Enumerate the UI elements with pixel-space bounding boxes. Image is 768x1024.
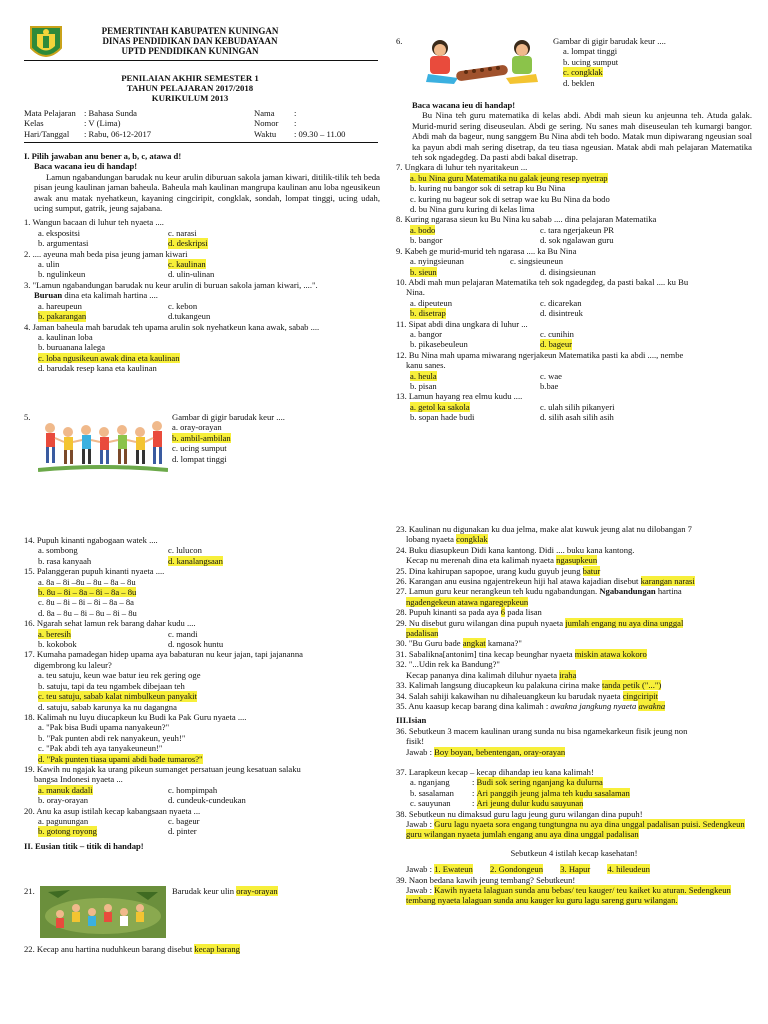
q28-text: 28. Pupuh kinanti sa pada aya bbox=[396, 607, 501, 618]
q38-jawab: Jawab : bbox=[406, 818, 435, 829]
q23-text: 23. Kaulinan nu digunakan ku dua jelma, make alat kuwuk jeung alat nu dilobangan 7 bbox=[396, 524, 692, 534]
q37-b-word: b. sasalaman bbox=[410, 787, 454, 798]
q4-opt-b: b. buruanana lalega bbox=[38, 342, 106, 353]
q37-a-word: a. nganjang bbox=[410, 777, 450, 788]
q38-answer: Guru lagu nyaeta sora engang tungtungna nu aya dina unggal padalisan puisi. Sedengkeun guru wilangan nyaeta jumlah engang anu aya dina unggal padalisan bbox=[406, 818, 745, 840]
q4-opt-d: d. barudak resep kana eta kaulinan bbox=[38, 363, 157, 374]
q30-text-2: kamana?" bbox=[485, 638, 522, 649]
q23-text-2: lobang nyaeta bbox=[406, 534, 457, 545]
info-kelas-value: : V (Lima) bbox=[84, 118, 121, 129]
exam-title: PENILAIAN AKHIR SEMESTER 1 bbox=[121, 73, 259, 83]
q33-answer: tanda petik ("...") bbox=[601, 680, 662, 691]
q6-number: 6. bbox=[396, 36, 403, 46]
q36-answer: Boy boyan, bebentengan, oray-orayan bbox=[434, 746, 566, 757]
q37-b-answer: Ari panggih jeung jalma teh kudu sasalaman bbox=[476, 787, 630, 798]
q6-opt-c: c. congklak bbox=[563, 67, 603, 78]
q9-opt-d: d. disingsieunan bbox=[540, 266, 596, 277]
q4-opt-c: c. loba ngusikeun awak dina eta kaulinan bbox=[38, 352, 180, 363]
q17-opt-d: d. satuju, sabab karunya ka nu dagangna bbox=[38, 701, 177, 712]
header-rule bbox=[24, 60, 378, 61]
q24-text-2: Kecap nu merenah dina eta kalimah nyaeta bbox=[406, 555, 557, 566]
q10-opt-b: b. disetrap bbox=[410, 308, 446, 319]
q16-opt-b: b. kokobok bbox=[38, 639, 77, 650]
q5-opt-a: a. oray-orayan bbox=[172, 422, 222, 433]
q3-text: 3. "Lamun ngabandungan barudak nu keur arulin di buruan sakola jaman kiwari, ....". bbox=[24, 279, 318, 290]
q38b-jawab: Jawab : bbox=[406, 864, 435, 875]
q1-opt-d: d. deskripsi bbox=[168, 238, 208, 249]
q25-text: 25. Dina kahirupan sapopoe, urang kudu guyub jeung bbox=[396, 565, 583, 576]
q18-opt-b: b. "Pak punten abdi rek nanyakeun, yeuh!" bbox=[38, 732, 186, 743]
q17-text-2: digembrong ku laleur? bbox=[34, 659, 112, 670]
info-kelas-label: Kelas bbox=[24, 118, 44, 129]
q15-opt-c: c. 8u – 8i – 8i – 8i – 8a – 8a bbox=[38, 597, 134, 608]
q13-opt-b: b. sopan hade budi bbox=[410, 412, 475, 423]
q37-c-answer: Ari jeung dulur kudu sauyunan bbox=[476, 798, 584, 809]
q31-text: 31. Sabalikna[antonim] tina kecap beunghar nyaeta bbox=[396, 648, 575, 659]
q15-text: 15. Palanggeran pupuh kinanti nyaeta .... bbox=[24, 566, 165, 577]
q7-opt-c: c. kuring nu bageur sok di setrap wae ku Bu Nina da bodo bbox=[410, 193, 610, 204]
q8-text: 8. Kuring ngarasa sieun ku Bu Nina ku sabab .... dina pelajaran Matematika bbox=[396, 214, 657, 225]
q35-text-italic: awakna jangkung nyaeta bbox=[550, 700, 639, 711]
info-waktu-value: : 09.30 – 11.00 bbox=[294, 128, 346, 139]
q21-picture bbox=[40, 886, 166, 938]
q6-opt-d: d. beklen bbox=[563, 77, 595, 88]
section-2-title: II. Eusian titik – titik di handap! bbox=[24, 840, 144, 851]
q36-text: 36. Sebutkeun 3 macem kaulinan urang sunda nu bisa ngamekarkeun fisik jeung non bbox=[396, 725, 688, 736]
q21-number: 21. bbox=[24, 886, 35, 896]
q7-opt-d: d. bu Nina guru kuring di kelas lima bbox=[410, 204, 535, 215]
q38b-answer-3: 3. Hapur bbox=[560, 864, 591, 875]
q8-opt-b: b. bangor bbox=[410, 235, 443, 246]
baca-wacana-1: Baca wacana ieu di handap! bbox=[34, 161, 138, 172]
q11-opt-b: b. pikasebeuleun bbox=[410, 339, 468, 350]
q26-answer: karangan narasi bbox=[640, 576, 695, 587]
q12-opt-c: c. wae bbox=[540, 370, 562, 381]
header-line1: PEMERTINTAH KABUPATEN KUNINGAN bbox=[101, 26, 279, 36]
q5-opt-c: c. ucing sumput bbox=[172, 443, 227, 454]
q29-text: 29. Nu disebut guru wilangan dina pupuh nyaeta bbox=[396, 617, 566, 628]
q3-opt-b: b. pakarangan bbox=[38, 311, 87, 322]
info-mapel-value: : Bahasa Sunda bbox=[84, 108, 137, 118]
q18-opt-a: a. "Pak bisa Budi upama nanyakeun?" bbox=[38, 722, 170, 733]
q22-answer: kecap barang bbox=[194, 944, 240, 954]
q10-text: 10. Abdi mah mun pelajaran Matematika teh sok ngadegdeg, da pasti bakal .... ku Bu bbox=[396, 276, 689, 287]
q19-opt-a: a. manuk dadali bbox=[38, 784, 93, 795]
q11-opt-c: c. cunihin bbox=[540, 328, 574, 339]
q13-opt-c: c. ulah silih pikanyeri bbox=[540, 401, 615, 412]
q24-text: 24. Buku diasupkeun Didi kana kantong. Didi .... buku kana kantong. bbox=[396, 544, 635, 555]
q17-opt-b: b. satuju, tapi da teu ngambek dibejaan teh bbox=[38, 680, 185, 691]
q39-answer: Kawih nyaeta lalaguan sunda anu bebas/ teu kauger/ teu kaiket ku aturan. Sedengkeun tembang nyaeta lalaguan sunda anu kauger ku guru lagu sareng guru wilangan. bbox=[406, 885, 731, 906]
q31-answer: miskin atawa kokoro bbox=[574, 648, 647, 659]
q36-text-2: fisik! bbox=[406, 736, 425, 747]
header-line3: UPTD PENDIDIKAN KUNINGAN bbox=[121, 46, 259, 56]
q19-text: 19. Kawih nu ngajak ka urang pikeun sumanget persatuan jeung kesatuan salaku bbox=[24, 763, 301, 774]
q33-text: 33. Kalimah langsung diucapkeun ku palakuna cirina make bbox=[396, 680, 602, 691]
q3-opt-c: c. kebon bbox=[168, 300, 198, 311]
q5-text: Gambar di gigir barudak keur .... bbox=[172, 412, 285, 422]
passage-2: Bu Nina teh guru matematika di kelas abdi. Abdi mah sieun ku anjeunna teh. Atuda galak. Murid-murid sering diseuseulan. Abdi ge sering. Nu sanes mah diseuseulan teh kumargi bangor. Abdi mah da bageur, nung sanggem Bu Nina abdi teh bodo. Matak mun dipiwarang ngeusian soal ka payun abdi mah sering disetrap, da teu tiasa ngeusian. Matak abdi mah pelajaran Matematika teh sok ngadegdeg. Da pasti abdi bakal disetrap. bbox=[412, 110, 752, 163]
q14-opt-c: c. lulucon bbox=[168, 545, 202, 556]
q19-opt-c: c. hompimpah bbox=[168, 784, 218, 795]
q6-opt-b: b. ucing sumput bbox=[563, 56, 619, 67]
q4-text: 4. Jaman baheula mah barudak teh upama arulin sok nyehatkeun kana awak, sabab .... bbox=[24, 321, 320, 332]
q21-answer: oray-orayan bbox=[236, 886, 278, 896]
header-line2: DINAS PENDIDIKAN DAN KEBUDAYAAN bbox=[102, 36, 278, 46]
q10-text-2: Nina. bbox=[406, 287, 425, 298]
q5-picture bbox=[38, 412, 168, 474]
q30-text: 30. "Bu Guru bade bbox=[396, 638, 463, 649]
q9-opt-b: b. sieun bbox=[410, 266, 437, 277]
q30-answer: angkat bbox=[462, 638, 486, 649]
q11-text: 11. Sipat abdi dina ungkara di luhur ... bbox=[396, 318, 528, 329]
q9-text: 9. Kabeh ge murid-murid teh ngarasa .... ka Bu Nina bbox=[396, 245, 577, 256]
q9-opt-c: c. singsieuneun bbox=[510, 256, 563, 267]
q32-answer: iraha bbox=[559, 669, 577, 680]
q35-text: 35. Anu kaasup kecap barang dina kalimah : bbox=[396, 700, 551, 711]
q1-opt-c: c. narasi bbox=[168, 227, 197, 238]
q5-opt-d: d. lompat tinggi bbox=[172, 453, 227, 464]
q15-opt-a: a. 8a – 8i –8u – 8u – 8a – 8u bbox=[38, 576, 136, 587]
q15-opt-b: b. 8u – 8i – 8a – 8i – 8a – 8u bbox=[38, 587, 137, 598]
info-rule bbox=[24, 142, 378, 143]
q29-answer: jumlah engang nu aya dina unggal bbox=[565, 617, 684, 628]
q32-text-2: Kecap pananya dina kalimah diluhur nyaeta bbox=[406, 669, 560, 680]
q20-opt-c: c. bageur bbox=[168, 815, 200, 826]
q4-opt-a: a. kaulinan loba bbox=[38, 331, 93, 342]
q2-opt-a: a. ulin bbox=[38, 259, 60, 270]
baca-wacana-2: Baca wacana ieu di handap! bbox=[412, 100, 516, 110]
q35-answer: awakna bbox=[638, 700, 666, 711]
q38b-answer-1: 1. Ewateun bbox=[434, 864, 473, 875]
q12-opt-a: a. heula bbox=[410, 370, 437, 381]
exam-year: TAHUN PELAJARAN 2017/2018 bbox=[126, 83, 254, 93]
q19-text-2: bangsa Indonesi nyaeta ... bbox=[34, 774, 123, 785]
q3-opt-a: a. hareupeun bbox=[38, 300, 82, 311]
q6-opt-a: a. lompat tinggi bbox=[563, 46, 618, 57]
q27-text: 27. Lamun guru keur nerangkeun teh kudu ngabandungan. bbox=[396, 586, 600, 597]
q12-text-2: kanu sanes. bbox=[406, 360, 446, 371]
q28-text-2: pada lisan bbox=[505, 607, 542, 618]
q10-opt-a: a. dipeuteun bbox=[410, 297, 452, 308]
q14-text: 14. Pupuh kinanti ngabogaan watek .... bbox=[24, 535, 158, 545]
q36-jawab: Jawab : bbox=[406, 746, 435, 757]
q17-text: 17. Kumaha pamadegan hidep upama aya babaturan nu keur jajan, tapi jajananna bbox=[24, 649, 303, 660]
q8-opt-d: d. sok ngalawan guru bbox=[540, 235, 614, 246]
q8-opt-a: a. bodo bbox=[410, 224, 436, 235]
q37-text: 37. Larapkeun kecap – kecap dihandap ieu kana kalimah! bbox=[396, 766, 594, 777]
q2-opt-d: d. ulin-ulinan bbox=[168, 269, 215, 280]
q18-text: 18. Kalimah nu luyu diucapkeun ku Budi ka Pak Guru nyaeta .... bbox=[24, 711, 247, 722]
q14-opt-b: b. rasa kanyaah bbox=[38, 555, 92, 566]
q3-text-2: dina eta kalimah hartina .... bbox=[62, 290, 158, 301]
q3-opt-d: d.tukangeun bbox=[168, 311, 211, 322]
q26-text: 26. Karangan anu eusina ngajentrekeun hiji hal atawa kajadian disebut bbox=[396, 576, 641, 587]
q1-opt-a: a. ekspositsi bbox=[38, 227, 81, 238]
q12-text: 12. Bu Nina mah upama miwarang ngerjakeun Matematika pasti ka abdi ...., nembe bbox=[396, 349, 684, 360]
q38-text: 38. Sebutkeun nu dimaksud guru lagu jeung guru wilangan dina pupuh! bbox=[396, 808, 643, 819]
q15-opt-d: d. 8a – 8u – 8i – 8u – 8i – 8u bbox=[38, 607, 137, 618]
q14-opt-d: d. kanalangsaan bbox=[168, 555, 223, 566]
q16-opt-a: a. beresih bbox=[38, 628, 71, 639]
q10-opt-d: d. disintreuk bbox=[540, 308, 583, 319]
info-hari-label: Hari/Tanggal bbox=[24, 128, 70, 139]
q5-opt-b: b. ambil-ambilan bbox=[172, 432, 231, 443]
q20-text: 20. Anu ka asup istilah kecap kabangsaan nyaeta ... bbox=[24, 805, 201, 816]
q27-text-2: hartina bbox=[655, 586, 682, 597]
passage-1: Lamun ngabandungan barudak nu keur arulin diburuan sakola jaman kiwari, ditilik-tilik teh beda pisan jeung kaulinan jaman baheula. Baheula mah kaulinan mangrupa kaulinan anu loba ngeusikeun awak anu matak nyehatkeun, kayaning cingciripit, congklak, sondah, lompat tinggi, ucing udah, ucing sumput, gatrik, jeung sajabana. bbox=[34, 171, 380, 214]
q18-opt-c: c. "Pak abdi teh aya tanyakeuneun!" bbox=[38, 743, 163, 754]
info-nama-label: Nama bbox=[254, 108, 275, 118]
q5-number: 5. bbox=[24, 412, 31, 422]
q21-text: Barudak keur ulin bbox=[172, 886, 237, 896]
info-waktu-label: Waktu bbox=[254, 128, 277, 139]
q13-opt-d: d. silih asah silih asih bbox=[540, 412, 614, 423]
q23-answer: congklak bbox=[456, 534, 488, 545]
info-hari-value: : Rabu, 06-12-2017 bbox=[84, 128, 152, 139]
info-nama-value: : bbox=[294, 108, 297, 118]
q39-text: 39. Naon bedana kawih jeung tembang? Sebutkeun! bbox=[396, 874, 576, 885]
q39-jawab: Jawab : bbox=[406, 885, 435, 895]
exam-curriculum: KURIKULUM 2013 bbox=[151, 93, 229, 103]
q34-text: 34. Salah sahiji kakawihan nu dihaleuangkeun ku barudak nyaeta bbox=[396, 690, 623, 701]
q28-answer: 6 bbox=[500, 607, 506, 618]
q2-text: 2. .... ayeuna mah beda pisa jeung jaman kiwari bbox=[24, 248, 188, 259]
info-mapel-label: Mata Pelajaran bbox=[24, 108, 76, 118]
q7-opt-a: a. bu Nina guru Matematika nu galak jeung resep nyetrap bbox=[410, 172, 608, 183]
q27-answer: ngadengekeun atawa ngaregepkeun bbox=[406, 596, 529, 607]
q16-text: 16. Ngarah sehat lamun rek barang dahar kudu .... bbox=[24, 618, 196, 629]
q37-c-word: c. sauyunan bbox=[410, 798, 451, 809]
q12-opt-d: b.bae bbox=[540, 380, 559, 391]
q20-opt-d: d. pinter bbox=[168, 826, 197, 837]
q19-opt-d: d. cundeuk-cundeukan bbox=[168, 795, 246, 806]
q20-opt-a: a. pagunungan bbox=[38, 815, 89, 826]
info-nomor-value: : bbox=[294, 118, 297, 129]
q12-opt-b: b. pisan bbox=[410, 380, 437, 391]
q11-opt-a: a. bangor bbox=[410, 328, 442, 339]
q3-keyword: Buruan bbox=[34, 290, 63, 301]
q37-a-answer: Budi sok sering nganjang ka dulurna bbox=[476, 777, 603, 788]
q9-opt-a: a. nyingsieunan bbox=[410, 256, 464, 267]
q16-opt-d: d. ngosok huntu bbox=[168, 639, 224, 650]
q38b-answer-2: 2. Gondongeun bbox=[490, 864, 544, 875]
q6-picture bbox=[418, 34, 546, 94]
q8-opt-c: c. tara ngerjakeun PR bbox=[540, 224, 614, 235]
q18-opt-d: d. "Pak punten tiasa upami abdi bade tumaros?" bbox=[38, 753, 203, 764]
info-nomor-label: Nomor bbox=[254, 118, 279, 129]
q14-opt-a: a. sombong bbox=[38, 545, 78, 556]
q22-text: 22. Kecap anu hartina nuduhkeun barang disebut bbox=[24, 944, 195, 954]
q2-opt-c: c. kaulinan bbox=[168, 259, 206, 270]
q6-text: Gambar di gigir barudak keur .... bbox=[553, 36, 666, 46]
q7-text: 7. Ungkara di luhur teh nyaritakeun ... bbox=[396, 162, 528, 173]
q13-text: 13. Lamun hayang rea elmu kudu .... bbox=[396, 391, 523, 402]
q25-answer: batur bbox=[582, 565, 601, 576]
q11-opt-d: d. bageur bbox=[540, 339, 572, 350]
q20-opt-b: b. gotong royong bbox=[38, 826, 97, 837]
section-1-title: I. Pilih jawaban anu bener a, b, c, atawa d! bbox=[24, 151, 182, 161]
q1-opt-b: b. argumentasi bbox=[38, 238, 89, 249]
q29-answer-2: padalisan bbox=[406, 628, 439, 639]
q38b-answer-4: 4. hileudeun bbox=[607, 864, 650, 875]
q2-opt-b: b. ngulinkeun bbox=[38, 269, 86, 280]
q38b-text: Sebutkeun 4 istilah kecap kasehatan! bbox=[510, 847, 638, 858]
q34-answer: cingciripit bbox=[622, 690, 659, 701]
q16-opt-c: c. mandi bbox=[168, 628, 198, 639]
q27-keyword: Ngabandungan bbox=[599, 586, 656, 597]
q10-opt-c: c. dicarekan bbox=[540, 297, 582, 308]
q17-opt-c: c. teu satuju, sabab kalat nimbulkeun panyakit bbox=[38, 691, 197, 702]
q7-opt-b: b. kuring nu bangor sok di setrap ku Bu Nina bbox=[410, 183, 566, 194]
q32-text: 32. "...Udin rek ka Bandung?" bbox=[396, 659, 500, 670]
q17-opt-a: a. teu satuju, keun wae batur ieu rek gering oge bbox=[38, 670, 201, 681]
q1-text: 1. Wangun bacaan di luhur teh nyaeta .... bbox=[24, 217, 164, 228]
section-3-title: III.Isian bbox=[396, 715, 427, 726]
q13-opt-a: a. getol ka sakola bbox=[410, 401, 470, 412]
q24-answer: ngasupkeun bbox=[556, 555, 598, 566]
q19-opt-b: b. oray-orayan bbox=[38, 795, 89, 806]
